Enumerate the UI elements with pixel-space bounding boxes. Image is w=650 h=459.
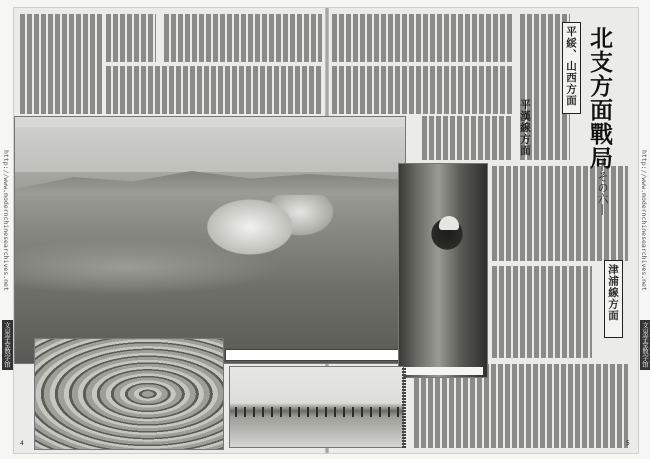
section-heading-jinpu	[604, 260, 623, 338]
left-text-block-3	[164, 14, 322, 62]
photo-caption-strip	[403, 367, 483, 375]
page-number-right: 5	[626, 440, 630, 447]
battlefield-photo	[14, 116, 406, 364]
trench-soldier-photo	[398, 163, 488, 378]
soldier-helmet	[439, 216, 459, 230]
section-heading-pinghan-label: 平漢線方面	[519, 99, 531, 157]
aerial-trench-photo	[34, 338, 224, 450]
side-caption-text	[402, 368, 406, 448]
section-heading-pinghan	[517, 96, 534, 164]
left-watermark-url: http://www.modernchinesearchives.net	[2, 150, 10, 291]
troops-line-photo	[229, 366, 404, 448]
marching-troops	[235, 407, 400, 417]
right-text-block-2	[332, 66, 512, 114]
section-heading-pingsui-box	[562, 22, 581, 114]
left-text-block-1	[20, 14, 102, 114]
left-watermark-stamp: 文泉学堂数字馆	[3, 322, 11, 368]
section-heading-jinpu-label: 津浦線方面	[607, 264, 619, 322]
right-watermark-url: http://www.modernchinesearchives.net	[640, 150, 648, 291]
photo-caption-box	[225, 349, 403, 361]
right-watermark-stamp: 文泉学堂数字馆	[641, 322, 649, 368]
article-title: 北支方面戰局	[586, 26, 613, 170]
river-area	[15, 127, 406, 172]
right-text-block-3	[422, 116, 512, 160]
left-text-block-2	[106, 14, 156, 62]
section-heading-pingsui-label: 平綏、山西方面	[565, 26, 577, 107]
magazine-spread	[14, 8, 638, 453]
article-subtitle: ―その六―	[596, 160, 609, 215]
right-text-block-1	[332, 14, 512, 62]
right-text-block-6	[492, 266, 592, 358]
left-text-block-4	[106, 66, 322, 114]
page-number-left: 4	[20, 440, 24, 447]
